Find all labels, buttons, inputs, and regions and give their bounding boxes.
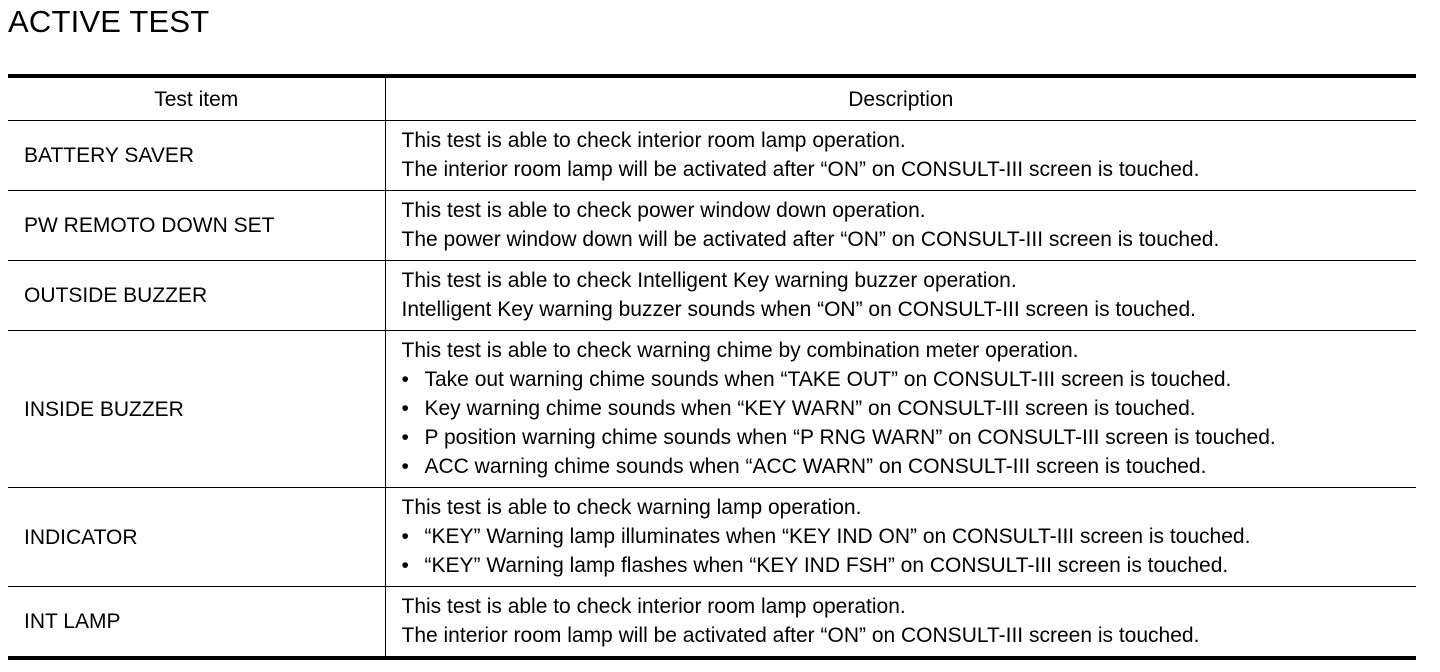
table-row	[8, 191, 1416, 261]
bullet-item	[402, 522, 1409, 551]
description-line: This test is able to check interior room lamp operation.	[401, 129, 906, 152]
bullet-dot-icon: •	[401, 397, 409, 420]
description-line: The interior room lamp will be activated after “ON” on CONSULT-III screen is touched.	[401, 158, 1200, 181]
page-title: ACTIVE TEST	[8, 4, 210, 39]
bullet-dot-icon: •	[401, 368, 409, 391]
test-item-cell: BATTERY SAVER	[8, 121, 385, 191]
bullet-dot-icon: •	[401, 455, 409, 478]
description-line: This test is able to check warning lamp operation.	[401, 496, 862, 519]
table-row	[8, 121, 1416, 191]
test-item-cell: INDICATOR	[8, 488, 385, 587]
description-cell	[385, 587, 1416, 659]
bullet-text: P position warning chime sounds when “P RNG WARN” on CONSULT-III screen is touched.	[424, 426, 1276, 449]
active-test-table	[8, 74, 1416, 660]
bullet-text: Take out warning chime sounds when “TAKE OUT” on CONSULT-III screen is touched.	[424, 368, 1232, 391]
bullet-dot-icon: •	[401, 426, 409, 449]
bullet-item	[402, 394, 1409, 423]
description-line: The interior room lamp will be activated after “ON” on CONSULT-III screen is touched.	[401, 624, 1200, 647]
column-header-description: Description	[385, 76, 1416, 121]
test-item-cell: OUTSIDE BUZZER	[8, 261, 385, 331]
table-row	[8, 331, 1416, 488]
bullet-item	[402, 452, 1409, 481]
description-cell	[385, 191, 1416, 261]
test-item-cell: INSIDE BUZZER	[8, 331, 385, 488]
description-line: This test is able to check power window down operation.	[401, 199, 926, 222]
bullet-item	[402, 365, 1409, 394]
header-row	[8, 76, 1416, 121]
bullet-item	[402, 551, 1409, 580]
description-line: This test is able to check interior room lamp operation.	[401, 595, 906, 618]
description-cell	[385, 121, 1416, 191]
description-line: Intelligent Key warning buzzer sounds when “ON” on CONSULT-III screen is touched.	[401, 298, 1196, 321]
bullet-text: “KEY” Warning lamp illuminates when “KEY IND ON” on CONSULT-III screen is touched.	[424, 525, 1251, 548]
bullet-text: “KEY” Warning lamp flashes when “KEY IND FSH” on CONSULT-III screen is touched.	[424, 554, 1229, 577]
table-row	[8, 488, 1416, 587]
column-header-test-item: Test item	[8, 76, 385, 121]
bullet-item	[402, 423, 1409, 452]
bullet-dot-icon: •	[401, 525, 409, 548]
description-cell	[385, 488, 1416, 587]
test-item-cell: PW REMOTO DOWN SET	[8, 191, 385, 261]
description-line: This test is able to check Intelligent Key warning buzzer operation.	[401, 269, 1017, 292]
description-cell	[385, 261, 1416, 331]
description-cell	[385, 331, 1416, 488]
test-item-cell: INT LAMP	[24, 610, 121, 633]
description-line: This test is able to check warning chime by combination meter operation.	[401, 339, 1079, 362]
bullet-text: ACC warning chime sounds when “ACC WARN” on CONSULT-III screen is touched.	[424, 455, 1207, 478]
bullet-dot-icon: •	[401, 554, 409, 577]
table-row	[8, 261, 1416, 331]
table-row	[8, 587, 1416, 659]
bullet-text: Key warning chime sounds when “KEY WARN” on CONSULT-III screen is touched.	[424, 397, 1196, 420]
description-line: The power window down will be activated after “ON” on CONSULT-III screen is touched.	[401, 228, 1220, 251]
